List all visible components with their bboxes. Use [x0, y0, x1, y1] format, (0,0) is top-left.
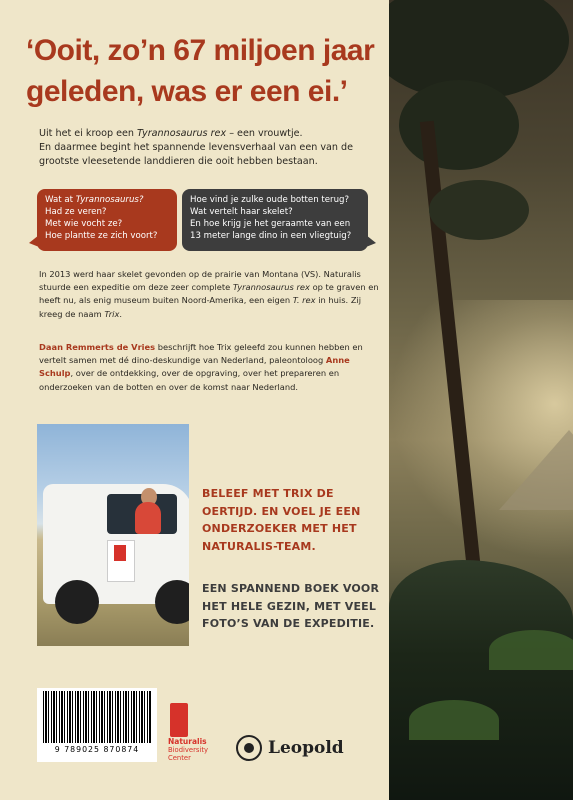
bubble-question: Had ze veren?	[45, 207, 107, 217]
paragraph-text: .	[119, 308, 123, 319]
tree-canopy	[429, 180, 529, 240]
truck-wheel	[155, 580, 189, 624]
volcano-silhouette	[499, 430, 573, 510]
bubble-question: En hoe krijg je het geraamte van een 13 meter lange dino in een vliegtuig?	[190, 219, 352, 241]
naturalis-name: Naturalis	[168, 737, 207, 746]
book-quote-title: ‘Ooit, zo’n 67 miljoen jaar geleden, was er een ei.’	[26, 34, 375, 108]
question-bubble-left	[37, 189, 177, 251]
isbn-barcode	[37, 688, 157, 762]
bubble-text: Wat at	[45, 195, 76, 205]
cover-scenery-image	[389, 0, 573, 800]
species-name: T. rex	[292, 295, 316, 306]
dinosaur-name: Trix	[104, 308, 120, 319]
paragraph-text: in huis. Zij kreeg de naam	[39, 295, 362, 319]
intro-text-part: – een vrouwtje.	[226, 128, 303, 139]
naturalis-sub: Biodiversity	[168, 746, 209, 754]
bubble-question: Wat vertelt haar skelet?	[190, 207, 293, 217]
promo-text-primary: BELEEF MET TRIX DE OERTIJD. EN VOEL JE EEN ONDERZOEKER MET HET NATURALIS-TEAM.	[202, 487, 361, 553]
expedition-photo	[37, 424, 189, 646]
forest-undergrowth	[389, 560, 573, 800]
author-name: Daan Remmerts de Vries	[39, 342, 156, 352]
intro-text	[39, 127, 384, 169]
bubble-text: Tyrannosaurus?	[75, 195, 144, 205]
authors-paragraph	[39, 341, 379, 394]
naturalis-sub: Center	[168, 754, 191, 762]
barcode-bars	[43, 691, 151, 743]
question-bubble-right	[182, 189, 368, 251]
bubble-question: Met wie vocht ze?	[45, 219, 123, 229]
fern	[489, 630, 573, 670]
truck-wheel	[55, 580, 99, 624]
discovery-paragraph	[39, 268, 379, 321]
isbn-number: 9 789025 870874	[54, 745, 140, 754]
naturalis-door-sign	[107, 540, 135, 582]
paragraph-text: , over de ontdekking, over de opgraving, over het prepareren en onderzoeken van de botten en over de komst naar Nederland.	[39, 368, 340, 392]
naturalis-mark-icon	[170, 703, 188, 737]
paragraph-text: beschrijft hoe Trix geleefd zou kunnen hebben en vertelt samen met dé dino-deskundige van Nederland, paleontoloog	[39, 342, 363, 366]
leopold-emblem-icon	[236, 735, 262, 761]
paragraph-text: op te graven en heeft nu, als enig museum buiten Noord-Amerika, een eigen	[39, 282, 379, 306]
intro-text-part: En daarmee begint het spannende levensverhaal van een van de grootste vleesetende landdieren die ooit hebben bestaan.	[39, 142, 354, 167]
bubble-question: Hoe vind je zulke oude botten terug?	[190, 195, 350, 205]
naturalis-logo	[168, 703, 218, 763]
person-in-truck	[135, 502, 161, 534]
intro-text-part: Uit het ei kroop een	[39, 128, 138, 139]
fern	[409, 700, 499, 740]
species-name: Tyrannosaurus rex	[232, 282, 310, 293]
publisher-logo	[236, 733, 344, 763]
paragraph-text: In 2013 werd haar skelet gevonden op de prairie van Montana (VS). Naturalis stuurde een expeditie om deze zeer complete	[39, 269, 361, 293]
expert-name: Anne Schulp	[39, 355, 350, 379]
bubble-question	[45, 194, 169, 206]
publisher-name: Leopold	[268, 738, 344, 758]
species-name: Tyrannosaurus rex	[137, 128, 227, 139]
promo-text-secondary: EEN SPANNEND BOEK VOOR HET HELE GEZIN, MET VEEL FOTO’S VAN DE EXPEDITIE.	[202, 582, 380, 631]
tree-canopy	[399, 80, 519, 170]
bubble-question: Hoe plantte ze zich voort?	[45, 231, 158, 241]
